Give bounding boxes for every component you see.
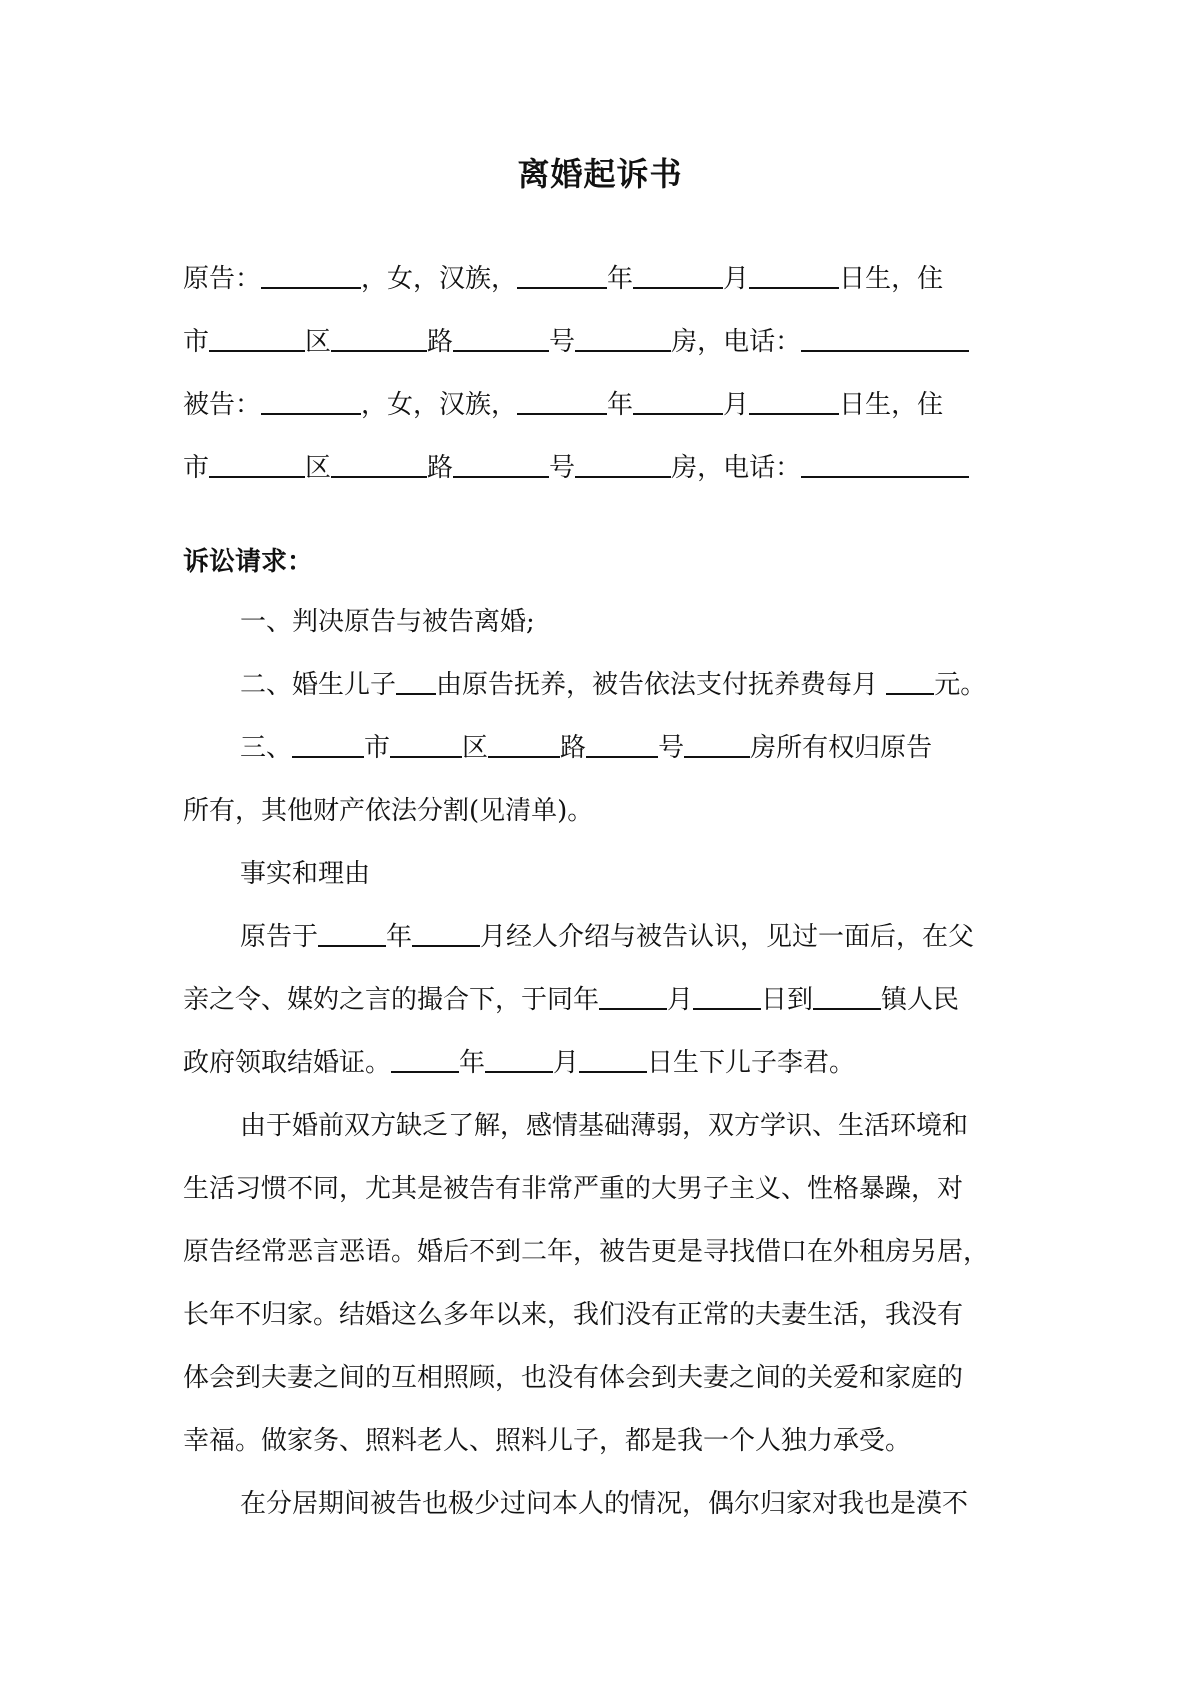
facts-para-1-line-2: 亲之令、媒妁之言的撮合下，于同年 月 日到 镇人民 [183,980,1033,1020]
defendant-birth-month-blank [633,387,723,415]
property-road-blank [488,730,560,758]
son-name-blank [396,667,436,695]
son-birth-month-blank [485,1045,553,1073]
plaintiff-birth-day-blank [749,261,839,289]
plaintiff-district-blank [331,324,427,352]
meet-year-blank [318,919,386,947]
plaintiff-name-blank [261,261,361,289]
facts-para-2-line-3: 原告经常恶言恶语。婚后不到二年，被告更是寻找借口在外租房另居， [183,1237,990,1267]
plaintiff-road-blank [453,324,549,352]
facts-para-1-line-1: 原告于 年 月经人介绍与被告认识，见过一面后，在父 [240,917,1090,957]
plaintiff-line-1: 原告： ，女，汉族， 年 月 日生，住 [183,259,1033,299]
property-room-blank [684,730,750,758]
facts-para-2-line-1: 由于婚前双方缺乏了解，感情基础薄弱，双方学识、生活环境和 [240,1111,969,1141]
town-blank [813,982,881,1010]
plaintiff-phone-blank [801,324,969,352]
plaintiff-number-blank [575,324,671,352]
plaintiff-city-blank [209,324,305,352]
claims-heading: 诉讼请求： [183,547,314,577]
marriage-month-blank [599,982,667,1010]
claim-item-1: 一、判决原告与被告离婚; [240,607,535,637]
claim-item-2: 二、婚生儿子 由原告抚养，被告依法支付抚养费每月 元。 [240,665,1090,705]
son-birth-year-blank [391,1045,459,1073]
defendant-phone-blank [801,450,969,478]
defendant-name-blank [261,387,361,415]
marriage-day-blank [693,982,761,1010]
plaintiff-birth-month-blank [633,261,723,289]
facts-para-2-line-6: 幸福。做家务、照料老人、照料儿子，都是我一个人独力承受。 [183,1426,912,1456]
facts-heading: 事实和理由 [240,859,371,889]
defendant-road-blank [453,450,549,478]
meet-month-blank [412,919,480,947]
facts-para-1-line-3: 政府领取结婚证。 年 月 日生下儿子李君。 [183,1043,1033,1083]
document-title: 离婚起诉书 [517,155,683,193]
defendant-line-2: 市 区 路 号 房，电话： [183,448,1033,488]
claim-item-3-continued: 所有，其他财产依法分割(见清单)。 [183,796,594,826]
property-district-blank [390,730,462,758]
defendant-city-blank [209,450,305,478]
plaintiff-birth-year-blank [517,261,607,289]
facts-para-2-line-2: 生活习惯不同，尤其是被告有非常严重的大男子主义、性格暴躁，对 [183,1174,964,1204]
facts-para-3-line-1: 在分居期间被告也极少过问本人的情况，偶尔归家对我也是漠不 [240,1489,969,1519]
defendant-number-blank [575,450,671,478]
defendant-district-blank [331,450,427,478]
son-birth-day-blank [579,1045,647,1073]
defendant-birth-year-blank [517,387,607,415]
defendant-line-1: 被告： ，女，汉族， 年 月 日生，住 [183,385,1033,425]
facts-para-2-line-4: 长年不归家。结婚这么多年以来，我们没有正常的夫妻生活，我没有 [183,1300,964,1330]
property-number-blank [586,730,658,758]
defendant-birth-day-blank [749,387,839,415]
claim-item-3: 三、 市 区 路 号 房所有权归原告 [240,728,1090,768]
facts-para-2-line-5: 体会到夫妻之间的互相照顾，也没有体会到夫妻之间的关爱和家庭的 [183,1363,964,1393]
support-amount-blank [886,667,934,695]
plaintiff-line-2: 市 区 路 号 房，电话： [183,322,1033,362]
property-city-blank [292,730,364,758]
